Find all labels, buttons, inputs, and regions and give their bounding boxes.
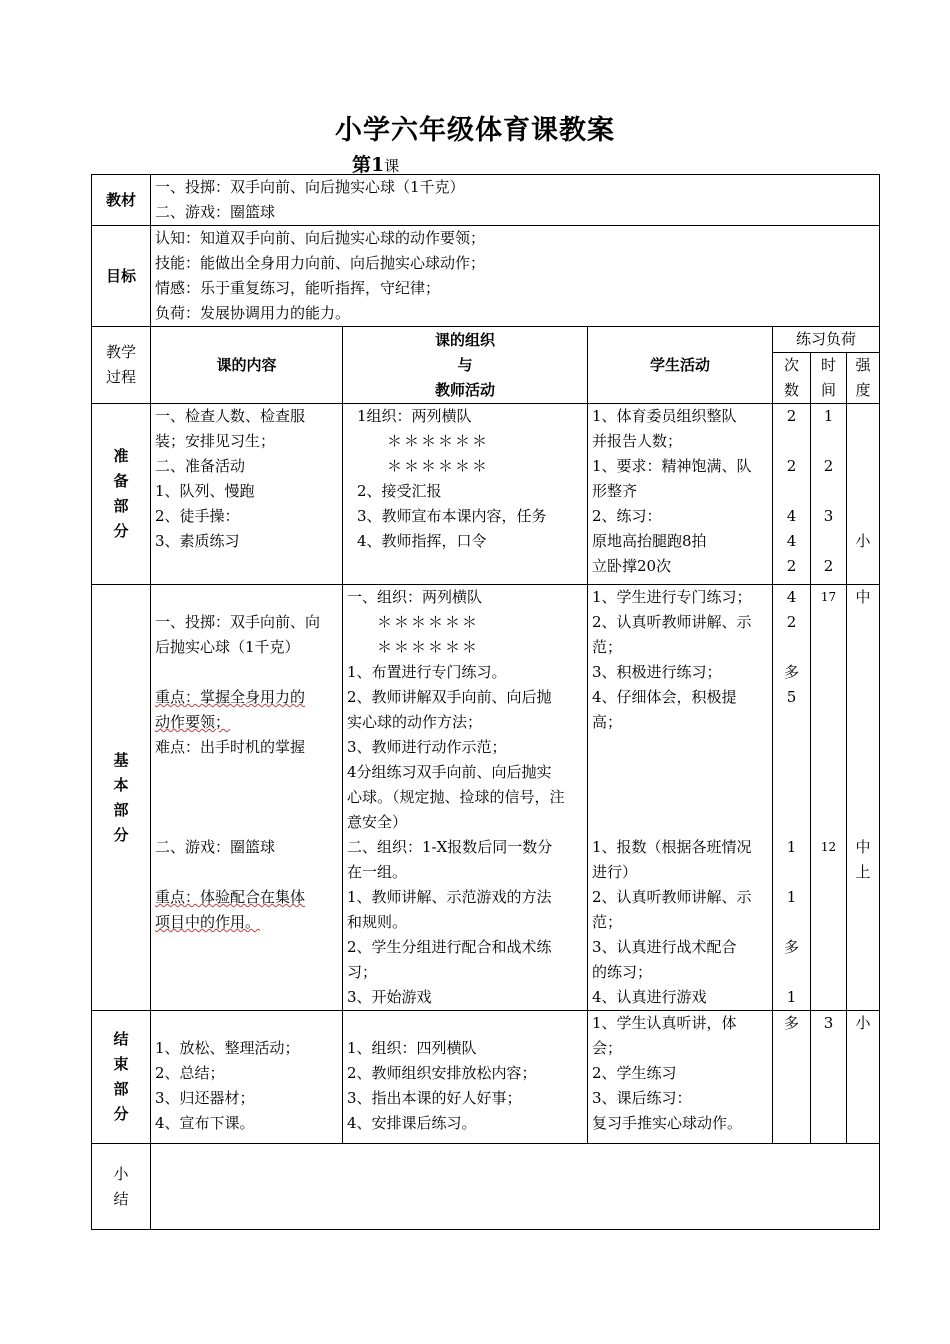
end-intensity-val: 小 [855,1014,871,1032]
prep-intensity-val [851,504,875,529]
basic-intensity-val [851,935,875,960]
lesson-prefix: 第 [352,154,372,176]
basic-content [151,585,343,1011]
end-duration [811,1011,847,1144]
basic-content-line [155,785,338,810]
page-title: 小学六年级体育课教案 [335,115,615,146]
basic-label [92,585,151,1011]
basic-content-line: 重点：掌握全身用力的 [155,688,306,706]
end-student-line: 会； [592,1039,623,1057]
basic-student-line: 范； [592,638,623,656]
prep-content-line: 1、队列、慢跑 [155,482,255,500]
basic-content-line: 动作要领； [155,713,231,731]
material-line: 二、游戏：圈篮球 [155,203,276,221]
basic-times [773,585,811,1011]
prep-content-line: 一、检查人数、检查服 [155,407,306,425]
basic-times-val [777,910,806,935]
basic-times-val [777,860,806,885]
prep-org-line: 1组织：两列横队 [357,407,472,425]
end-label-char: 分 [113,1105,129,1123]
basic-times-val [777,785,806,810]
prep-times-val: 4 [786,532,797,550]
basic-intensity-val [851,810,875,835]
prep-duration-val [815,429,842,454]
basic-intensity-val [851,985,875,1010]
prep-row [92,404,880,585]
material-row [92,175,880,226]
summary-label-char: 小 [113,1164,129,1183]
basic-duration-val: 17 [820,590,837,604]
basic-times-val: 多 [783,663,799,681]
basic-intensity-val [851,735,875,760]
basic-student-line: 高； [592,713,623,731]
basic-intensity-val [851,685,875,710]
prep-intensity-val: 小 [855,532,871,550]
basic-student-line [592,785,768,810]
basic-content-line [155,585,338,610]
basic-duration-val [815,910,842,935]
basic-duration-val [815,985,842,1010]
basic-duration-val [815,785,842,810]
basic-duration [811,585,847,1011]
prep-org-line: 2、接受汇报 [357,482,442,500]
header-org-line: 教师活动 [434,380,495,399]
header-content: 课的内容 [151,327,343,404]
basic-org-line: 心球。（规定抛、捡球的信号，注 [347,788,565,806]
basic-org-line: 1、教师讲解、示范游戏的方法 [347,888,552,906]
lesson-num: 1 [371,154,385,176]
basic-intensity-val [851,885,875,910]
basic-label-char: 分 [113,825,129,844]
basic-content-line: 重点：体验配合在集体 [155,888,306,906]
basic-times-val [777,710,806,735]
basic-student-line: 4、认真进行游戏 [592,988,707,1006]
basic-intensity-val: 中 [855,588,871,606]
header-org-line: 与 [457,355,473,374]
basic-org-line: 二、组织：1-X报数后同一数分 [347,838,553,856]
header-intensity-line: 强 [855,356,871,374]
header-times-line: 次 [783,356,799,374]
end-student-line: 2、学生练习 [592,1064,677,1082]
prep-intensity-val [851,554,875,579]
header-process-line: 教学 [105,343,136,361]
prep-content [151,404,343,585]
prep-duration-val: 2 [823,457,834,475]
end-student-line: 复习手推实心球动作。 [592,1114,743,1132]
summary-row [92,1144,880,1230]
basic-student-line [592,760,768,785]
basic-intensity-val [851,910,875,935]
basic-intensity-val [851,960,875,985]
basic-intensity [847,585,880,1011]
header-load: 练习负荷 [773,327,880,353]
end-student-line: 3、课后练习： [592,1089,692,1107]
basic-content-line [155,810,338,835]
basic-student-line: 2、认真听教师讲解、示 [592,888,752,906]
header-process-line: 过程 [105,368,136,386]
basic-student-line: 1、学生进行专门练习； [592,588,752,606]
basic-times-val: 2 [786,613,797,631]
basic-times-val [777,960,806,985]
basic-content-line: 项目中的作用。 [155,913,261,931]
basic-times-val [777,760,806,785]
header-duration-line: 时 [820,356,836,374]
prep-duration-val [815,529,842,554]
basic-duration-val [815,610,842,635]
goals-row [92,226,880,327]
basic-content-line: 一、投掷：双手向前、向 [155,613,321,631]
prep-intensity-val [851,429,875,454]
basic-org-line: 1、布置进行专门练习。 [347,663,507,681]
material-label: 教材 [92,175,151,226]
prep-times-val: 2 [786,557,797,575]
basic-times-val: 多 [783,938,799,956]
prep-duration-val [815,479,842,504]
basic-student-line: 1、报数（根据各班情况 [592,838,752,856]
prep-duration [811,404,847,585]
prep-student-line: 原地高抬腿跑8拍 [592,532,707,550]
prep-times-val [777,479,806,504]
basic-intensity-val [851,760,875,785]
goal-line: 情感：乐于重复练习，能听指挥，守纪律； [155,279,441,297]
prep-duration-val: 1 [823,407,834,425]
goals-label: 目标 [92,226,151,327]
prep-student [588,404,773,585]
basic-student-line: 的练习； [592,963,653,981]
end-content-line: 1、放松、整理活动； [155,1039,300,1057]
basic-intensity-val [851,610,875,635]
lesson-plan-table [91,174,880,1230]
prep-student-line: 1、要求：精神饱满、队 [592,457,752,475]
basic-org-line: 实心球的动作方法； [347,713,483,731]
end-content-line: 4、宣布下课。 [155,1114,255,1132]
prep-org-line: 3、教师宣布本课内容，任务 [357,507,547,525]
basic-org-line: 4分组练习双手向前、向后抛实 [347,763,552,781]
prep-times-val: 2 [786,457,797,475]
basic-times-val [777,810,806,835]
end-content-line: 3、归还器材； [155,1089,255,1107]
header-times [773,353,811,404]
header-process [92,327,151,404]
basic-duration-val [815,860,842,885]
header-org [343,327,588,404]
material-content [151,175,880,226]
end-label-char: 部 [113,1080,129,1098]
end-student-line: 1、学生认真听讲，体 [592,1014,737,1032]
basic-org-line: 在一组。 [347,863,408,881]
basic-org-stars: ＊＊＊＊＊＊ [377,613,480,631]
basic-duration-val [815,735,842,760]
prep-label-char: 部 [113,497,129,515]
prep-content-line: 2、徒手操： [155,507,240,525]
end-times-val: 多 [783,1014,799,1032]
basic-content-line [155,860,338,885]
prep-student-line: 形整齐 [592,482,638,500]
basic-duration-val [815,710,842,735]
end-label-char: 束 [113,1055,129,1073]
basic-student-line [592,810,768,835]
basic-org-line: 2、教师讲解双手向前、向后抛 [347,688,552,706]
prep-intensity-val [851,404,875,429]
basic-org-line: 和规则。 [347,913,408,931]
basic-student-line: 3、积极进行练习； [592,663,722,681]
prep-times-val [777,429,806,454]
basic-org-stars: ＊＊＊＊＊＊ [377,638,480,656]
basic-student [588,585,773,1011]
basic-intensity-val [851,635,875,660]
goal-line: 负荷：发展协调用力的能力。 [155,304,351,322]
basic-times-val: 4 [786,588,797,606]
basic-content-line: 后抛实心球（1千克） [155,638,300,656]
prep-org-line: 4、教师指挥，口令 [357,532,487,550]
prep-intensity [847,404,880,585]
lesson-number [352,150,399,177]
prep-duration-val: 2 [823,557,834,575]
prep-org-stars: ＊＊＊＊＊＊ [387,432,490,450]
basic-intensity-val: 上 [855,863,871,881]
header-row [92,327,880,353]
basic-times-val [777,735,806,760]
end-content-line: 2、总结； [155,1064,225,1082]
header-intensity-line: 度 [855,381,871,399]
goal-line: 技能：能做出全身用力向前、向后抛实心球动作； [155,254,486,272]
basic-student-line: 2、认真听教师讲解、示 [592,613,752,631]
basic-duration-val [815,935,842,960]
end-org-line: 3、指出本课的好人好事； [347,1089,522,1107]
basic-duration-val: 12 [820,840,837,854]
end-intensity [847,1011,880,1144]
prep-content-line: 装；安排见习生； [155,432,276,450]
basic-student-line [592,735,768,760]
prep-student-line: 并报告人数； [592,432,683,450]
prep-intensity-val [851,454,875,479]
basic-intensity-val [851,710,875,735]
basic-student-line: 4、仔细体会，积极提 [592,688,737,706]
basic-org-line: 一、组织：两列横队 [347,588,483,606]
end-org-line [347,1011,583,1036]
end-org-line: 1、组织：四列横队 [347,1039,477,1057]
basic-times-val [777,635,806,660]
end-org-line: 2、教师组织安排放松内容； [347,1064,537,1082]
lesson-suffix: 课 [384,157,400,175]
basic-duration-val [815,760,842,785]
prep-label-char: 备 [113,472,129,490]
basic-content-line: 难点：出手时机的掌握 [155,738,306,756]
prep-times-val: 2 [786,407,797,425]
basic-intensity-val [851,660,875,685]
end-times [773,1011,811,1144]
basic-times-val: 1 [786,838,797,856]
basic-intensity-val: 中 [855,838,871,856]
prep-times [773,404,811,585]
header-student: 学生活动 [588,327,773,404]
header-duration-line: 间 [820,381,836,399]
basic-content-line: 二、游戏：圈篮球 [155,838,276,856]
prep-label-char: 准 [113,447,129,465]
basic-content-line [155,760,338,785]
end-content-line [155,1011,338,1036]
basic-duration-val [815,660,842,685]
prep-student-line: 立卧撑20次 [592,557,672,575]
header-times-line: 数 [783,381,799,399]
prep-content-line: 二、准备活动 [155,457,246,475]
basic-duration-val [815,885,842,910]
basic-org-line: 意安全） [347,813,408,831]
basic-times-val: 5 [786,688,797,706]
basic-duration-val [815,810,842,835]
basic-org-line: 3、教师进行动作示范； [347,738,507,756]
basic-times-val: 1 [786,988,797,1006]
basic-org-line: 3、开始游戏 [347,988,432,1006]
header-org-line: 课的组织 [434,330,495,349]
basic-label-char: 本 [113,775,129,794]
goal-line: 认知：知道双手向前、向后抛实心球的动作要领； [155,229,486,247]
prep-label-char: 分 [113,522,129,540]
prep-intensity-val [851,479,875,504]
basic-duration-val [815,685,842,710]
prep-content-line: 3、素质练习 [155,532,240,550]
header-duration [811,353,847,404]
end-row [92,1011,880,1144]
summary-label [92,1144,151,1230]
prep-student-line: 2、练习： [592,507,662,525]
basic-label-char: 基 [113,750,129,769]
prep-org [343,404,588,585]
material-line: 一、投掷：双手向前、向后抛实心球（1千克） [155,178,465,196]
end-student [588,1011,773,1144]
prep-duration-val: 3 [823,507,834,525]
basic-org-line: 习； [347,963,378,981]
basic-intensity-val [851,785,875,810]
basic-duration-val [815,960,842,985]
end-content [151,1011,343,1144]
end-label [92,1011,151,1144]
basic-org [343,585,588,1011]
prep-org-stars: ＊＊＊＊＊＊ [387,457,490,475]
basic-row [92,585,880,1011]
end-duration-val: 3 [823,1014,834,1032]
prep-student-line: 1、体育委员组织整队 [592,407,737,425]
basic-student-line: 范； [592,913,623,931]
basic-student-line: 3、认真进行战术配合 [592,938,737,956]
basic-content-line [155,660,338,685]
end-org [343,1011,588,1144]
prep-label [92,404,151,585]
summary-label-char: 结 [113,1189,129,1208]
prep-times-val: 4 [786,507,797,525]
basic-student-line: 进行） [592,863,638,881]
goals-content [151,226,880,327]
end-org-line: 4、安排课后练习。 [347,1114,477,1132]
summary-content[interactable] [151,1144,880,1230]
end-label-char: 结 [113,1030,129,1048]
basic-duration-val [815,635,842,660]
basic-label-char: 部 [113,800,129,819]
basic-times-val: 1 [786,888,797,906]
header-intensity [847,353,880,404]
basic-org-line: 2、学生分组进行配合和战术练 [347,938,552,956]
